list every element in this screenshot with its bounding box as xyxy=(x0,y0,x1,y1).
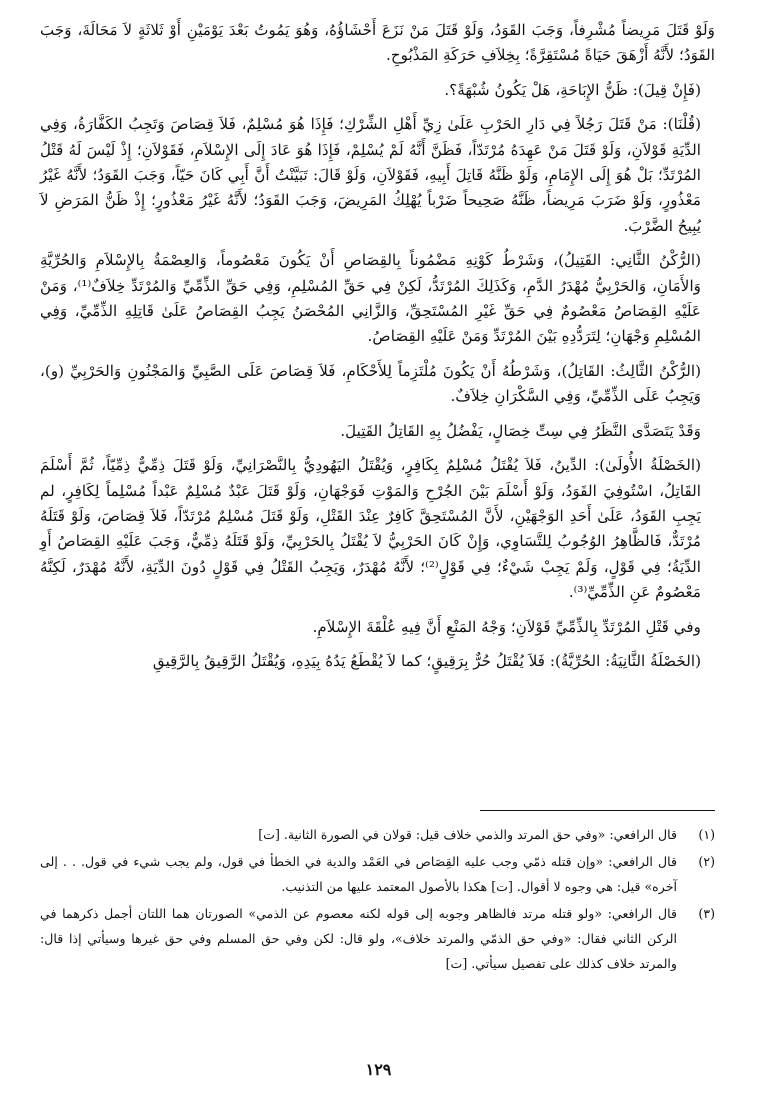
footnote xyxy=(40,901,715,976)
footnote-text: قال الرافعي: «ولو قتله مرتد فالظاهر وجوبه إلى قوله لكنه معصوم عن الذمي» الصورتان هما اللتان أجمل ذكرهما في الركن الثاني فقال: «وفي حق الذمّي والمرتد خلاف»، ولو قال: لكن وفي حق المسلم وفي حق غيرها وسيأتي إذا قال: والمرتد خلاف كذلك على تفصيل سيأتي. [ت] xyxy=(40,906,677,971)
footnote-number: (١) xyxy=(698,827,715,842)
paragraph: (الرُّكْنُ الثَّالِثُ: القَاتِلُ)، وَشَرْطُهُ أَنْ يَكُونَ مُلْتَزِماً لِلأَحْكَامِ، فَلاَ قِصَاصَ عَلَى الصَّبِيِّ وَالمَجْنُونِ وَالحَرْبِيِّ (و)، وَيَجِبُ عَلَى الذِّمِّيِّ، وَفِي السَّكْرَانِ خِلاَفٌ. xyxy=(40,361,701,406)
page-number: ١٢٩ xyxy=(365,1060,392,1079)
main-text xyxy=(40,18,715,683)
paragraph: (فَإِنْ قِيلَ): ظَنُّ الإِبَاحَةِ، هَلْ يَكُونُ شُبْهَةً؟. xyxy=(444,80,701,99)
paragraph: (قُلْنَا): مَنْ قَتَلَ رَجُلاً فِي دَارِ الحَرْبِ عَلَىٰ زِيِّ أَهْلِ الشِّرْكِ؛ فَإِذَا هُوَ مُسْلِمٌ، فَلاَ قِصَاصَ وَتَجِبُ الكَفَّارَةُ، وَفِي الدِّيَةِ قَوْلاَنِ، وَلَوْ قَتَلَ مَنْ عَهِدَهُ مُرْتَدّاً، فَظَنَّ أَنَّهُ لَمْ يُسْلِمْ، فَإِذَا هُوَ عَادَ إِلَى الإِسْلاَمِ، فَقَوْلاَنِ؛ إِذْ لَيْسَ لَهُ قَتْلُ المُرْتَدِّ؛ بَلْ هُوَ إِلَى الإِمَامِ، وَلَوْ ظَنَّهُ قَاتِلَ أَبِيهِ، فَقَوْلاَنِ، وَلَوْ قَالَ: تَبَيَّنْتُ أَنَّ أَبِي كَانَ حَيّاً، وَجَبَ القَوَدُ؛ لأَنَّهُ غَيْرُ مَعْذُورٍ، وَلَوْ ضَرَبَ مَرِيضاً، ظَنَّهُ صَحِيحاً ضَرْباً يُهْلِكُ المَرِيضَ، وَجَبَ القَوَدُ؛ لأَنَّهُ غَيْرُ مَعْذُورٍ؛ إِذْ ظَنُّ المَرَضِ لاَ يُبِيحُ الضَّرْبَ. xyxy=(40,115,702,235)
paragraph: (الخَصْلَةُ الأُولَىٰ): الدِّينُ، فَلاَ يُقْتَلُ مُسْلِمٌ بِكَافِرٍ، وَيُقْتَلُ اليَهُودِيُّ بِالنَّصْرَانِيِّ، وَلَوْ قَتَلَ ذِمِّيٌّ ذِمِّيّاً، ثُمَّ أَسْلَمَ القَاتِلُ، اسْتُوفِيَ القَوَدُ، وَلَوْ أَسْلَمَ بَيْنَ الجُرْحِ وَالمَوْتِ فَوَجْهَانِ، وَلَوْ قَتَلَ عَبْدٌ مُسْلِمٌ عَبْداً مُسْلِماً لِكَافِرٍ، لم يَجِبِ القَوَدُ، عَلَىٰ أَحَدِ الوَجْهَيْنِ، لأَنَّ المُسْتَحِقَّ كَافِرٌ عِنْدَ القَتْلِ، وَلَوْ قَتَلَ مُسْلِمٌ مُرْتَدّاً، فَلاَ قِصَاصَ، وَلَوْ قَتَلَهُ مُرْتَدٌّ، فَالظَّاهِرُ الوُجُوبُ لِلتَّسَاوِي، وَإِنْ كَانَ الحَرْبِيُّ لاَ يُقْتَلُ بِالحَرْبِيِّ، وَلَوْ قَتَلَهُ ذِمِّيٌّ، وَجَبَ عَلَيْهِ القِصَاصُ أَوِ الدِّيَةُ؛ فِي قَوْلٍ، وَلَمْ يَجِبْ شَيْءٌ؛ فِي قَوْلٍ⁽²⁾؛ لأَنَّهُ مُهْدَرٌ، وَيَجِبُ القَتْلُ فِي قَوْلٍ دُونَ الدِّيَةِ، لأَنَّهُ مُهْدَرٌ، لَكِنَّهُ مَعْصُومٌ عَنِ الذِّمِّيِّ⁽³⁾. xyxy=(40,456,701,602)
footnote-separator xyxy=(480,810,715,811)
paragraph: وَقَدْ يَتَصَدَّى النَّظَرُ فِي سِتِّ خِصَالٍ، يَفْضُلُ بِهِ القَاتِلُ القَتِيلَ. xyxy=(340,421,701,440)
footnote-number: (٣) xyxy=(698,906,715,921)
footnotes xyxy=(40,822,715,978)
paragraph: (الخَصْلَةُ الثَّانِيَةُ: الحُرِّيَّةُ): فَلاَ يُقْتَلُ حُرٌّ بِرَقِيقٍ؛ كما لاَ يُقْطَعُ يَدُهُ بِيَدِهِ، وَيُقْتَلُ الرَّقِيقُ بِالرَّقِيقِ xyxy=(152,651,701,670)
footnote-text: قال الرافعي: «وإن قتله ذمّي وجب عليه القِصَاص في العَمْد والدية في الخطأ في قول، ولم يجب شيء في قول. . . إلى آخره» قيل: هي وجوه لا أقوال. [ت] هكذا بالأصول المعتمد عليها من التذنيب. xyxy=(40,854,677,894)
paragraph: (الرُّكْنُ الثَّانِي: القَتِيلُ)، وَشَرْطُ كَوْنِهِ مَضْمُوناً بِالقِصَاصِ أَنْ يَكُونَ مَعْصُوماً، وَالعِصْمَةُ بِالإِسْلاَمِ وَالحُرِّيَّةِ وَالأَمَانِ، وَالحَرْبِيُّ مُهْدَرُ الدَّمِ، وَكَذَلِكَ المُرْتَدُّ، لَكِنْ فِي حَقِّ المُسْلِمِ، وَفِي حَقِّ الذِّمِّيِّ وَالمُرْتَدِّ خِلاَفٌ⁽¹⁾، وَمَنْ عَلَيْهِ القِصَاصُ مَعْصُومٌ فِي حَقِّ غَيْرِ المُسْتَحِقِّ، وَالزَّانِي المُحْصَنُ يَجِبُ القِصَاصُ عَلَىٰ قَاتِلِهِ الذِّمِّيِّ، وَفِي المُسْلِمِ وَجْهَانِ؛ لِتَرَدُّدِهِ بَيْنَ المُرْتَدِّ وَمَنْ عَلَيْهِ القِصَاصُ. xyxy=(40,251,702,346)
footnote xyxy=(40,822,715,847)
paragraph: وَلَوْ قَتَلَ مَرِيضاً مُشْرِفاً، وَجَبَ القَوَدُ، وَلَوْ قَتَلَ مَنْ نَزَعَ أَحْشَاؤُهُ، وَهُوَ يَمُوتُ بَعْدَ يَوْمَيْنِ أَوْ ثَلاثَةٍ لاَ مَحَالَةَ، وَجَبَ القَوَدُ؛ لأَنَّهُ أَزْهَقَ حَيَاةً مُسْتَقِرَّةً؛ بِخِلاَفِ حَرَكَةِ المَذْبُوحِ. xyxy=(40,21,715,65)
footnote-text: قال الرافعي: «وفي حق المرتد والذمي خلاف قيل: قولان في الصورة الثانية. [ت] xyxy=(258,827,677,842)
footnote-number: (٢) xyxy=(698,854,715,869)
footnote xyxy=(40,849,715,899)
paragraph: وفي قَتْلِ المُرْتَدِّ بِالذِّمِّيِّ قَوْلاَنِ؛ وَجْهُ المَنْعِ أَنَّ فِيهِ عُلْقَةَ الإِسْلاَمِ. xyxy=(312,617,701,636)
